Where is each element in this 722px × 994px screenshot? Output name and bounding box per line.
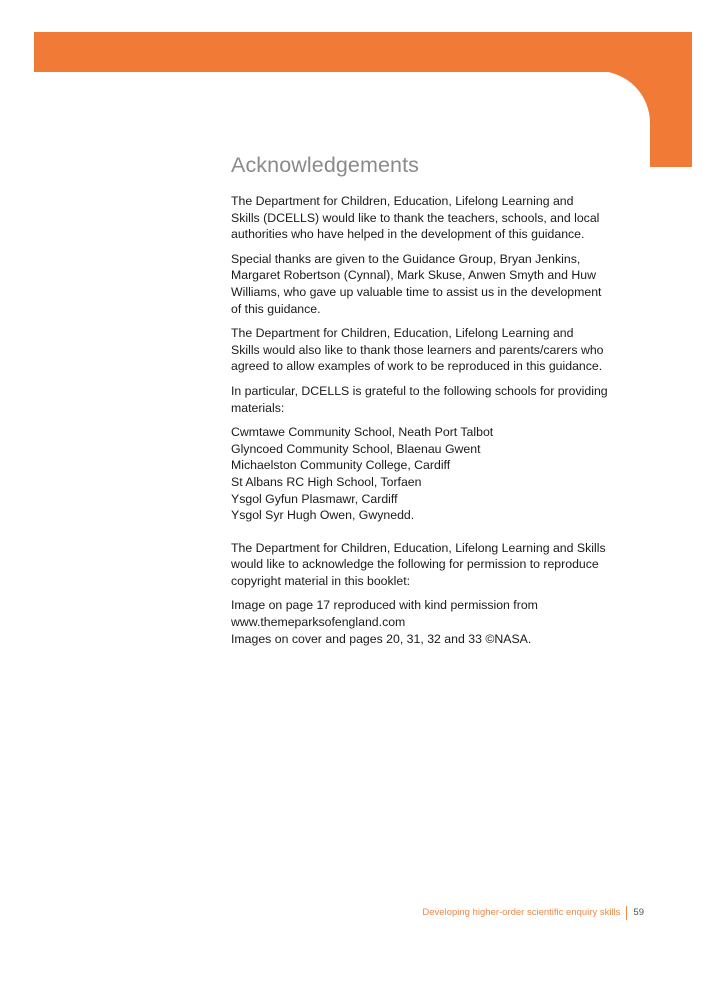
main-content <box>231 150 631 655</box>
paragraph-learners: The Department for Children, Education, Lifelong Learning and Skills would also like to thank those learners and parents/carers who agreed to allow examples of work to be reproduced in this guidance. <box>231 326 604 374</box>
paragraph-copyright-intro: The Department for Children, Education, Lifelong Learning and Skills would like to acknowledge the following for permission to reproduce copyright material in this booklet: <box>231 540 606 588</box>
paragraph-thanks: The Department for Children, Education, Lifelong Learning and Skills (DCELLS) would like to thank the teachers, schools, and local authorities who have helped in the development of this guidance. <box>231 194 600 242</box>
footer-title: Developing higher-order scientific enquiry skills <box>422 907 621 918</box>
list-item: Ysgol Syr Hugh Owen, Gwynedd. <box>231 508 415 523</box>
page-number: 59 <box>633 907 644 918</box>
footer-divider <box>626 906 627 920</box>
list-item: Ysgol Gyfun Plasmawr, Cardiff <box>231 491 398 506</box>
page-title: Acknowledgements <box>231 153 420 177</box>
list-item: St Albans RC High School, Torfaen <box>231 474 422 489</box>
paragraph-special-thanks: Special thanks are given to the Guidance Group, Bryan Jenkins, Margaret Robertson (Cynnal), Mark Skuse, Anwen Smyth and Huw Williams, who gave up valuable time to assist us in the development of this guidance. <box>231 251 602 316</box>
page-footer <box>422 906 644 920</box>
paragraph-image-credits: Image on page 17 reproduced with kind permission from www.themeparksofengland.com Images on cover and pages 20, 31, 32 and 33 ©NASA. <box>231 598 538 646</box>
list-item: Glyncoed Community School, Blaenau Gwent <box>231 441 481 456</box>
school-list <box>231 424 631 524</box>
list-item: Michaelston Community College, Cardiff <box>231 458 451 473</box>
paragraph-schools-intro: In particular, DCELLS is grateful to the following schools for providing materials: <box>231 383 608 415</box>
list-item: Cwmtawe Community School, Neath Port Talbot <box>231 425 494 440</box>
header-banner <box>34 32 692 72</box>
